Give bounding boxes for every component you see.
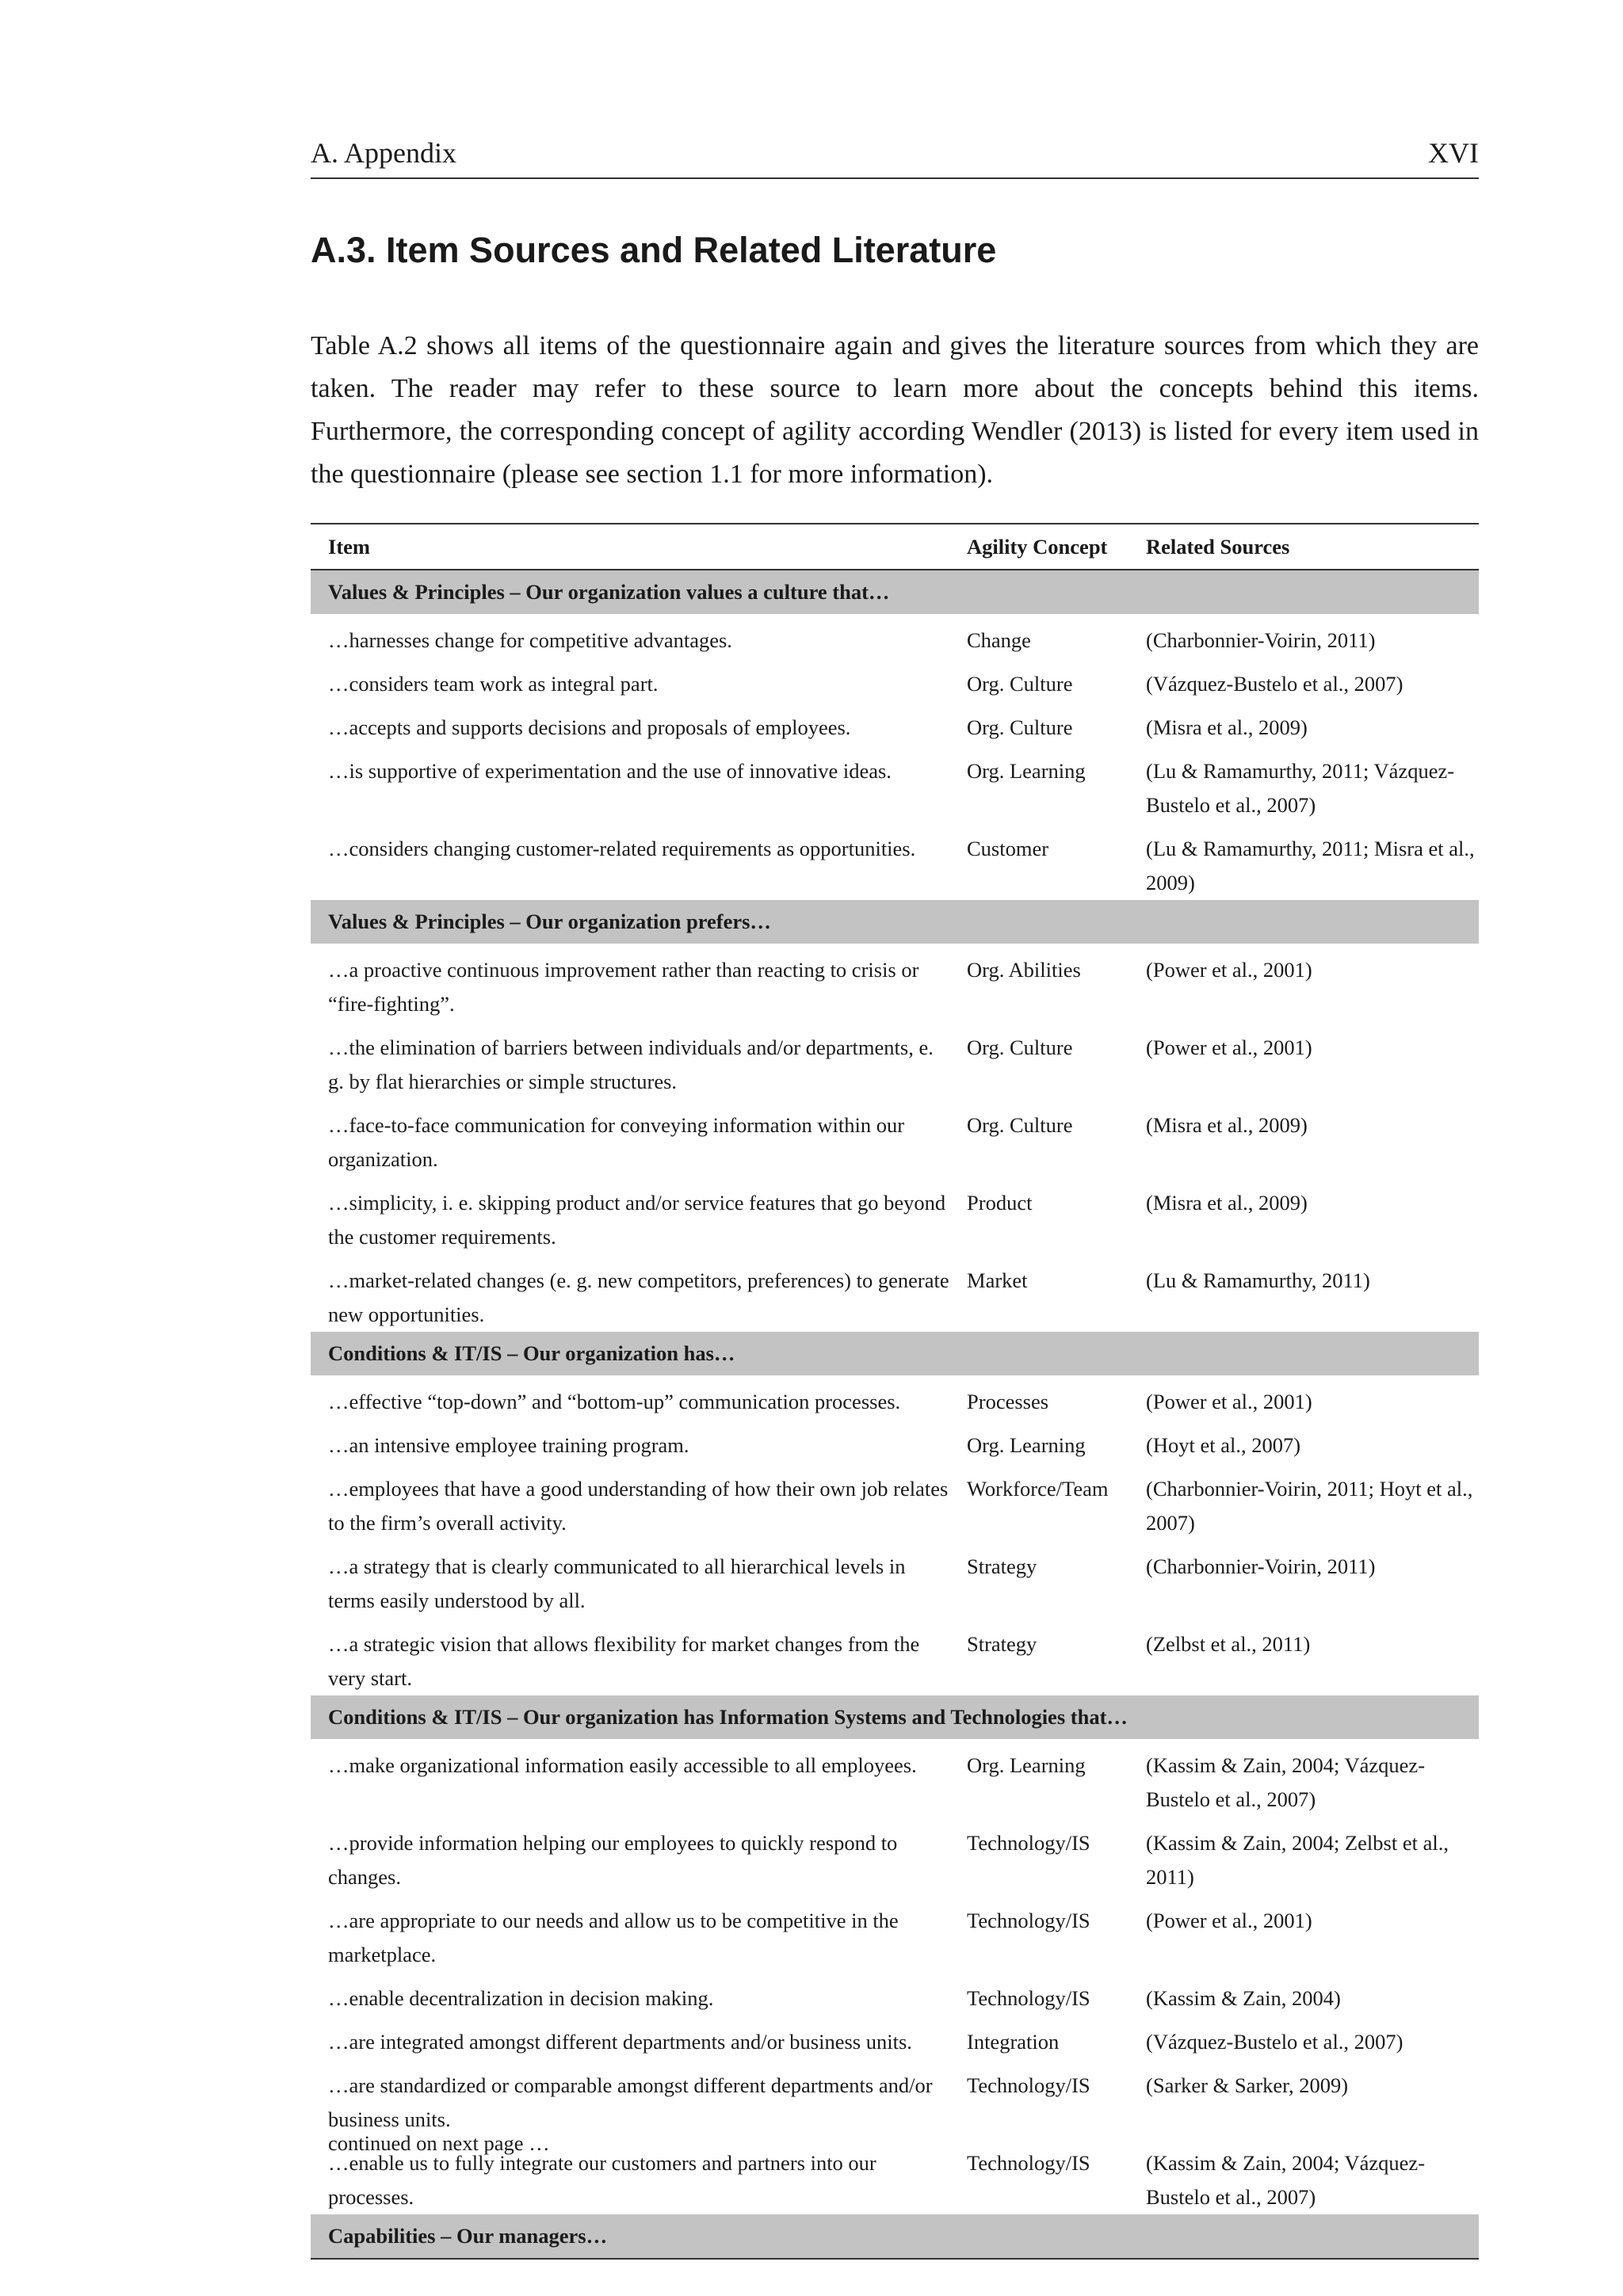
related-sources-cell: (Power et al., 2001) bbox=[1146, 1390, 1312, 1413]
table-row bbox=[311, 1540, 1479, 1618]
agility-concept-cell: Org. Culture bbox=[967, 715, 1073, 739]
table-header-row bbox=[311, 524, 1479, 570]
table-row bbox=[311, 822, 1479, 900]
page-number: XVI bbox=[1428, 137, 1479, 169]
running-head bbox=[311, 133, 1479, 179]
agility-concept-cell: Org. Learning bbox=[967, 1753, 1086, 1777]
related-sources-cell: (Power et al., 2001) bbox=[1146, 958, 1312, 982]
agility-concept-cell: Market bbox=[967, 1268, 1028, 1292]
item-cell: …considers team work as integral part. bbox=[328, 672, 659, 696]
related-sources-cell: (Sarker & Sarker, 2009) bbox=[1146, 2073, 1349, 2097]
item-cell: …an intensive employee training program. bbox=[328, 1433, 689, 1457]
related-sources-cell: (Kassim & Zain, 2004) bbox=[1146, 1986, 1341, 2010]
agility-concept-cell: Workforce/Team bbox=[967, 1477, 1109, 1501]
table-row bbox=[311, 1021, 1479, 1099]
item-cell: …employees that have a good understanding of how their own job relates to the firm’s overall activity. bbox=[328, 1477, 949, 1535]
related-sources-cell: (Charbonnier-Voirin, 2011) bbox=[1146, 628, 1376, 652]
group-title: Conditions & IT/IS – Our organization has… bbox=[311, 1332, 1479, 1375]
table-row bbox=[311, 1099, 1479, 1177]
agility-concept-cell: Customer bbox=[967, 837, 1049, 860]
section-title: A.3. Item Sources and Related Literature bbox=[311, 230, 997, 270]
agility-concept-cell: Org. Learning bbox=[967, 759, 1086, 783]
agility-concept-cell: Strategy bbox=[967, 1632, 1037, 1656]
item-sources-table bbox=[311, 523, 1479, 2260]
agility-concept-cell: Org. Abilities bbox=[967, 958, 1081, 982]
group-title: Conditions & IT/IS – Our organization has Information Systems and Technologies that… bbox=[311, 1695, 1479, 1739]
related-sources-cell: (Kassim & Zain, 2004; Vázquez-Bustelo et al., 2007) bbox=[1146, 2151, 1426, 2209]
item-cell: …is supportive of experimentation and the use of innovative ideas. bbox=[328, 759, 892, 783]
related-sources-cell: (Lu & Ramamurthy, 2011) bbox=[1146, 1268, 1370, 1292]
related-sources-cell: (Lu & Ramamurthy, 2011; Misra et al., 2009) bbox=[1146, 837, 1475, 894]
item-cell: …accepts and supports decisions and proposals of employees. bbox=[328, 715, 851, 739]
related-sources-cell: (Power et al., 2001) bbox=[1146, 1909, 1312, 1932]
table-row bbox=[311, 1618, 1479, 1695]
agility-concept-cell: Technology/IS bbox=[967, 2073, 1090, 2097]
table-row bbox=[311, 1177, 1479, 1254]
item-cell: …face-to-face communication for conveying information within our organization. bbox=[328, 1113, 905, 1171]
group-header-row bbox=[311, 1332, 1479, 1375]
table-body bbox=[311, 570, 1479, 2259]
related-sources-cell: (Charbonnier-Voirin, 2011; Hoyt et al., 2007) bbox=[1146, 1477, 1473, 1535]
agility-concept-cell: Org. Learning bbox=[967, 1433, 1086, 1457]
related-sources-cell: (Vázquez-Bustelo et al., 2007) bbox=[1146, 672, 1403, 696]
item-cell: …market-related changes (e. g. new competitors, preferences) to generate new opportunities. bbox=[328, 1268, 949, 1326]
item-cell: …are integrated amongst different departments and/or business units. bbox=[328, 2030, 912, 2054]
table-row bbox=[311, 1817, 1479, 1894]
item-cell: …simplicity, i. e. skipping product and/or service features that go beyond the customer requirements. bbox=[328, 1191, 946, 1249]
group-header-row bbox=[311, 2214, 1479, 2259]
group-title: Values & Principles – Our organization prefers… bbox=[311, 900, 1479, 944]
related-sources-cell: (Misra et al., 2009) bbox=[1146, 715, 1308, 739]
related-sources-cell: (Charbonnier-Voirin, 2011) bbox=[1146, 1554, 1376, 1578]
item-cell: …are appropriate to our needs and allow us to be competitive in the marketplace. bbox=[328, 1909, 899, 1966]
agility-concept-cell: Org. Culture bbox=[967, 1113, 1073, 1137]
table-row bbox=[311, 701, 1479, 745]
table-row bbox=[311, 1254, 1479, 1332]
item-cell: …provide information helping our employees to quickly respond to changes. bbox=[328, 1831, 898, 1889]
agility-concept-cell: Strategy bbox=[967, 1554, 1037, 1578]
related-sources-cell: (Misra et al., 2009) bbox=[1146, 1191, 1308, 1215]
chapter-label: A. Appendix bbox=[311, 137, 456, 169]
related-sources-cell: (Hoyt et al., 2007) bbox=[1146, 1433, 1301, 1457]
table-row bbox=[311, 2016, 1479, 2059]
group-header-row bbox=[311, 900, 1479, 944]
item-cell: …considers changing customer-related requirements as opportunities. bbox=[328, 837, 916, 860]
related-sources-cell: (Power et al., 2001) bbox=[1146, 1035, 1312, 1059]
related-sources-cell: (Zelbst et al., 2011) bbox=[1146, 1632, 1311, 1656]
table-row bbox=[311, 1419, 1479, 1463]
group-title: Capabilities – Our managers… bbox=[311, 2214, 1479, 2259]
group-header-row bbox=[311, 1695, 1479, 1739]
agility-concept-cell: Processes bbox=[967, 1390, 1049, 1413]
table-row bbox=[311, 2059, 1479, 2137]
column-header-item: Item bbox=[311, 524, 949, 570]
related-sources-cell: (Kassim & Zain, 2004; Zelbst et al., 2011) bbox=[1146, 1831, 1449, 1889]
table-row bbox=[311, 944, 1479, 1021]
item-cell: …make organizational information easily accessible to all employees. bbox=[328, 1753, 917, 1777]
agility-concept-cell: Org. Culture bbox=[967, 1035, 1073, 1059]
table-row bbox=[311, 614, 1479, 658]
related-sources-cell: (Lu & Ramamurthy, 2011; Vázquez-Bustelo et al., 2007) bbox=[1146, 759, 1455, 817]
agility-concept-cell: Technology/IS bbox=[967, 1831, 1090, 1855]
agility-concept-cell: Product bbox=[967, 1191, 1033, 1215]
item-cell: …effective “top-down” and “bottom-up” communication processes. bbox=[328, 1390, 901, 1413]
table-row bbox=[311, 1972, 1479, 2016]
column-header-related-sources: Related Sources bbox=[1128, 524, 1479, 570]
item-cell: …enable us to fully integrate our customers and partners into our processes. bbox=[328, 2151, 876, 2209]
related-sources-cell: (Misra et al., 2009) bbox=[1146, 1113, 1308, 1137]
item-cell: …harnesses change for competitive advantages. bbox=[328, 628, 732, 652]
item-cell: …a strategy that is clearly communicated to all hierarchical levels in terms easily understood by all. bbox=[328, 1554, 906, 1612]
item-cell: …the elimination of barriers between individuals and/or departments, e. g. by flat hierarchies or simple structures. bbox=[328, 1035, 934, 1093]
agility-concept-cell: Technology/IS bbox=[967, 2151, 1090, 2175]
agility-concept-cell: Change bbox=[967, 628, 1031, 652]
related-sources-cell: (Kassim & Zain, 2004; Vázquez-Bustelo et al., 2007) bbox=[1146, 1753, 1426, 1811]
item-cell: …a strategic vision that allows flexibility for market changes from the very start. bbox=[328, 1632, 920, 1690]
agility-concept-cell: Technology/IS bbox=[967, 1986, 1090, 2010]
item-cell: …a proactive continuous improvement rather than reacting to crisis or “fire-fighting”. bbox=[328, 958, 919, 1016]
agility-concept-cell: Technology/IS bbox=[967, 1909, 1090, 1932]
group-title: Values & Principles – Our organization values a culture that… bbox=[311, 570, 1479, 614]
continued-note: continued on next page … bbox=[328, 2131, 550, 2155]
agility-concept-cell: Integration bbox=[967, 2030, 1060, 2054]
table-row bbox=[311, 745, 1479, 822]
group-header-row bbox=[311, 570, 1479, 614]
item-cell: …are standardized or comparable amongst different departments and/or business units. bbox=[328, 2073, 933, 2131]
table-row bbox=[311, 1894, 1479, 1972]
table-row bbox=[311, 1375, 1479, 1419]
intro-paragraph: Table A.2 shows all items of the questionnaire again and gives the literature sources from which they are taken. The reader may refer to these source to learn more about the concepts behind this items. Furthermore, the corresponding concept of agility according Wendler (2013) is listed for every item used in the questionnaire (please see section 1.1 for more information). bbox=[311, 331, 1479, 489]
agility-concept-cell: Org. Culture bbox=[967, 672, 1073, 696]
table-row bbox=[311, 658, 1479, 701]
table-row bbox=[311, 1739, 1479, 1817]
item-cell: …enable decentralization in decision making. bbox=[328, 1986, 714, 2010]
related-sources-cell: (Vázquez-Bustelo et al., 2007) bbox=[1146, 2030, 1403, 2054]
table-row bbox=[311, 1463, 1479, 1540]
column-header-agility-concept: Agility Concept bbox=[949, 524, 1128, 570]
